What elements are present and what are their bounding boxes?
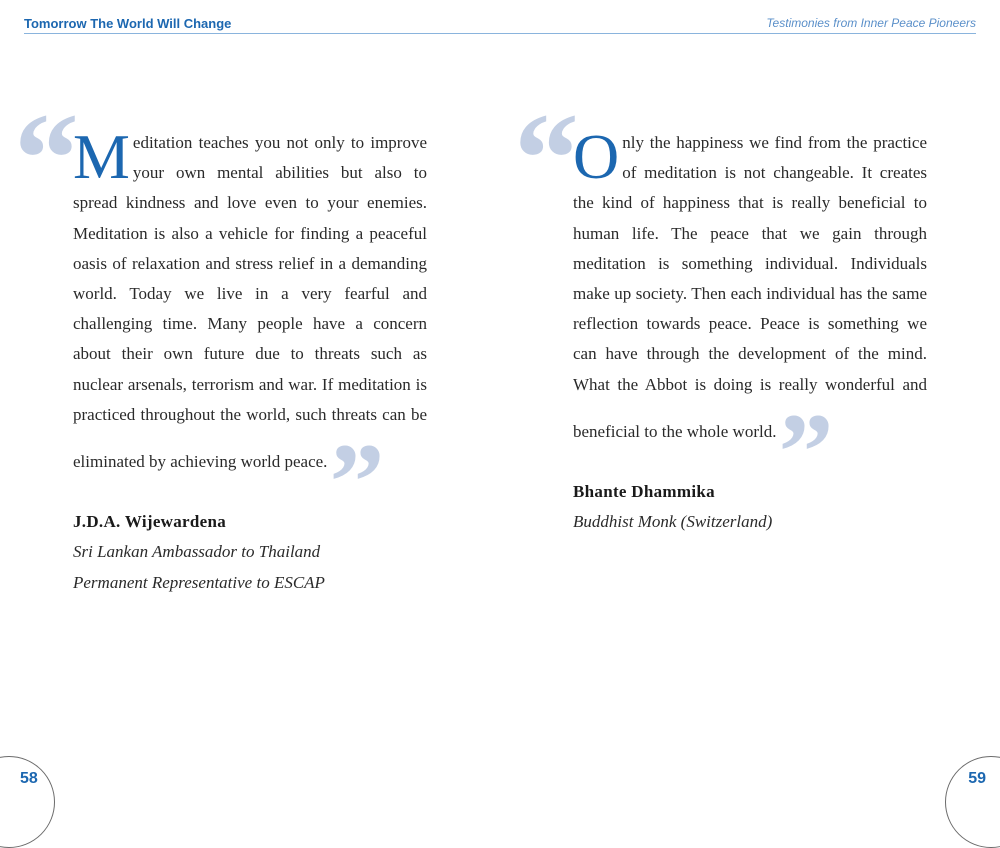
author-name: J.D.A. Wijewardena (73, 512, 227, 532)
close-quote-icon: ” (329, 421, 385, 544)
open-quote-icon: “ (14, 87, 79, 231)
testimonial-left (14, 87, 427, 598)
author-role: Buddhist Monk (Switzerland) (573, 512, 773, 532)
page-number-left: 58 (20, 770, 38, 787)
drop-cap: O (573, 121, 620, 192)
open-quote-icon: “ (514, 87, 579, 231)
attribution (573, 477, 927, 537)
testimonial-text: nly the happiness we find from the practice of meditation is not changeable. It creates the kind of happiness that is really beneficial to human life. The peace that we gain through meditation is something individual. Individuals make up society. Then each individual has the same reflection towards peace. Peace is something we can have through the development of the mind. What the Abbot is doing is really wonderful and beneficial to the whole world. (573, 133, 927, 441)
drop-cap: M (73, 121, 130, 192)
section-title: Testimonies from Inner Peace Pioneers (766, 16, 976, 30)
book-title: Tomorrow The World Will Change (24, 16, 232, 31)
close-quote-icon: ” (778, 390, 834, 513)
author-name: Bhante Dhammika (573, 482, 715, 502)
page-number-right: 59 (968, 770, 986, 787)
author-role: Permanent Representative to ESCAP (73, 572, 325, 592)
testimonial-text: editation teaches you not only to improve your own mental abilities but also to spread kindness and love even to your enemies. Meditation is also a vehicle for finding a peaceful oasis of relaxation and stress relief in a demanding world. Today we live in a very fearful and challenging time. Many people have a concern about their own future due to threats such as nuclear arsenals, terrorism and war. If meditation is practiced throughout the world, such threats can be eliminated by achieving world peace. (73, 133, 427, 472)
author-role: Sri Lankan Ambassador to Thailand (73, 542, 321, 562)
header-divider (24, 33, 976, 34)
testimonial-right (514, 87, 927, 537)
